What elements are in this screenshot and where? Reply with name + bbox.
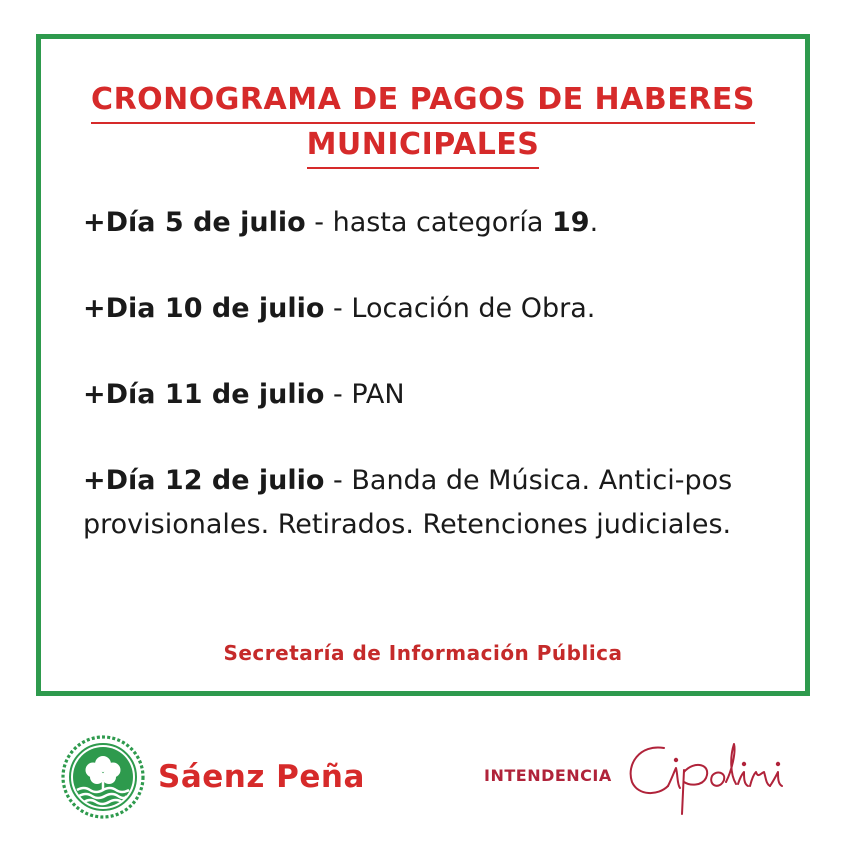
- city-logo: [60, 734, 365, 820]
- title-line-2: MUNICIPALES: [307, 124, 540, 169]
- item-text: - hasta categoría: [305, 207, 552, 238]
- list-item: [83, 201, 773, 245]
- cotton-emblem-icon: [60, 734, 146, 820]
- credit-line: Secretaría de Información Pública: [223, 641, 623, 665]
- item-date: +Día 12 de julio: [83, 465, 325, 496]
- item-text: - Locación de Obra.: [324, 293, 596, 324]
- item-category: 19: [552, 207, 590, 238]
- list-item: [83, 459, 773, 547]
- title-line-1: CRONOGRAMA DE PAGOS DE HABERES: [91, 79, 755, 124]
- item-date: +Día 11 de julio: [83, 379, 325, 410]
- list-item: [83, 287, 773, 331]
- item-tail: .: [589, 207, 599, 238]
- signature-text: [620, 730, 795, 820]
- intendencia-logo: [484, 730, 795, 820]
- intendencia-label: INTENDENCIA: [484, 765, 612, 785]
- item-text: - Banda de Música. Antici-pos provisionales. Retirados. Retenciones judiciales.: [83, 465, 733, 540]
- page-title: [41, 79, 805, 169]
- signature: [620, 730, 795, 820]
- item-date: +Día 5 de julio: [83, 207, 306, 238]
- item-date: +Dia 10 de julio: [83, 293, 325, 324]
- city-name: Sáenz Peña: [158, 759, 365, 795]
- item-text: - PAN: [324, 379, 405, 410]
- content-frame: [36, 34, 810, 696]
- list-item: [83, 373, 773, 417]
- payment-schedule-list: [83, 201, 773, 589]
